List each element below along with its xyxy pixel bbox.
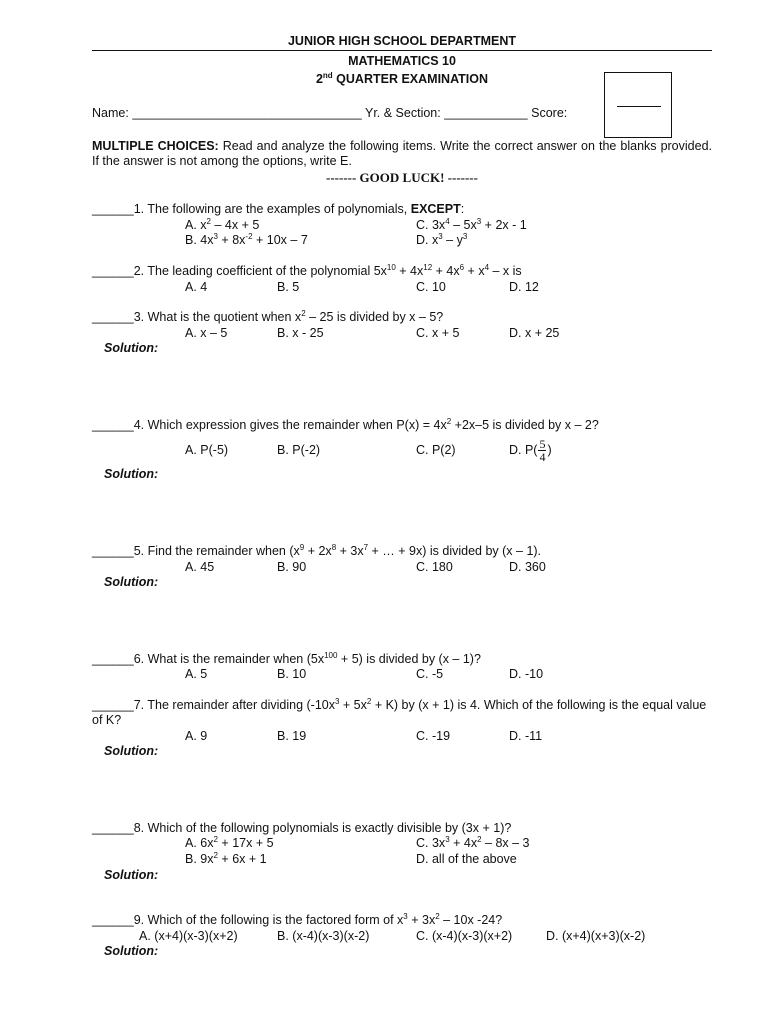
subject-title: MATHEMATICS 10 [348, 54, 456, 68]
answer-blank-8[interactable]: ______ [92, 821, 134, 835]
q1-option-d: D. $x^3 - y^3$ [416, 231, 468, 247]
q2-option-c: C. 10 [416, 280, 446, 294]
q8-option-c: C. $3x^3 + 4x^2 - 8x - 3$ [416, 834, 530, 850]
instructions-heading: MULTIPLE CHOICES: [92, 139, 219, 153]
q4-option-b: B. P(-2) [277, 443, 321, 457]
q8-option-a: A. $6x^2 + 17x + 5$ [185, 834, 274, 850]
question-1: ______1. The following are the examples of polynomials, EXCEPT: [92, 202, 465, 216]
q3-solution-label: Solution: [104, 341, 159, 355]
q2-option-d: D. 12 [509, 280, 539, 294]
q1-option-a: A. $x^2 - 4x + 5$ [185, 216, 260, 232]
q8-solution-label: Solution: [104, 868, 159, 882]
name-label: Name: [92, 106, 129, 120]
name-field[interactable]: _________________________________ [132, 106, 362, 120]
department-title: JUNIOR HIGH SCHOOL DEPARTMENT [287, 34, 517, 48]
question-6: ______6. What is the remainder when $(5x^{100} + 5)$ is divided by (x – 1)? [92, 650, 481, 666]
score-box[interactable] [604, 72, 672, 138]
q5-option-c: C. 180 [416, 560, 453, 574]
answer-blank-9[interactable]: ______ [92, 913, 134, 927]
question-3: ______3. What is the quotient when $x^2 - 25$ is divided by x – 5? [92, 308, 444, 324]
quarter-number: 2 [315, 72, 323, 86]
q1-option-b: B. $4x^3 + 8x^{-2} + 10x - 7$ [185, 231, 308, 247]
q6-option-b: B. 10 [277, 667, 307, 681]
q7-option-d: D. -11 [509, 729, 543, 743]
q9-option-c: C. (x-4)(x-3)(x+2) [416, 929, 513, 943]
quarter-text: QUARTER EXAMINATION [332, 72, 489, 86]
q8-option-b: B. $9x^2 + 6x + 1$ [185, 850, 267, 866]
question-4: ______4. Which expression gives the remainder when $P(x) = 4x^2 +2x-5$ is divided by x – 2? [92, 416, 599, 432]
student-info-line [92, 106, 567, 120]
q9-option-d: D. (x+4)(x+3)(x-2) [546, 929, 646, 943]
answer-blank-7[interactable]: ______ [92, 698, 134, 712]
q5-option-b: B. 90 [277, 560, 307, 574]
question-7: ______7. The remainder after dividing $(-10x^3 + 5x^2 + K)$ by (x + 1) is 4. Which of the following is the equal value of K? [92, 696, 707, 727]
answer-blank-3[interactable]: ______ [92, 310, 134, 324]
good-luck-banner: ------- GOOD LUCK! ------- [326, 170, 478, 185]
answer-blank-6[interactable]: ______ [92, 652, 134, 666]
q4-option-d: D. P( $\frac{5}{4}$ ) [509, 436, 552, 464]
q4-option-a: A. P(-5) [185, 443, 229, 457]
q5-option-d: D. 360 [509, 560, 546, 574]
q3-option-d: D. x + 25 [509, 326, 560, 340]
q3-option-a: A. x – 5 [185, 326, 228, 340]
question-8: ______8. Which of the following polynomials is exactly divisible by (3x + 1)? [92, 821, 512, 835]
section-label: Yr. & Section: [364, 106, 441, 120]
q9-solution-label: Solution: [104, 944, 159, 958]
answer-blank-5[interactable]: ______ [92, 544, 134, 558]
q9-option-b: B. (x-4)(x-3)(x-2) [277, 929, 370, 943]
q2-option-a: A. 4 [185, 280, 208, 294]
instructions-text: Read and analyze the following items. Write the correct answer on the blanks provided. If the answer is not among the options, write E. [92, 139, 712, 168]
q6-option-c: C. -5 [416, 667, 444, 681]
q9-option-a: A. (x+4)(x-3)(x+2) [139, 929, 238, 943]
answer-blank-1[interactable]: ______ [92, 202, 134, 216]
section-field[interactable]: ____________ [444, 106, 528, 120]
q7-solution-label: Solution: [104, 744, 159, 758]
score-label: Score: [531, 106, 568, 120]
answer-blank-4[interactable]: ______ [92, 418, 134, 432]
q4-solution-label: Solution: [104, 467, 159, 481]
score-line [617, 106, 661, 107]
fraction: $\frac{5}{4}$ [539, 436, 546, 464]
question-2: ______2. The leading coefficient of the polynomial $5x^{10} + 4x^{12} + 4x^6 + x^4 - x$ is [92, 262, 522, 278]
question-9: ______9. Which of the following is the factored form of $x^3 + 3x^2 - 10x$ -24? [92, 911, 503, 927]
q6-option-d: D. -10 [509, 667, 544, 681]
answer-blank-2[interactable]: ______ [92, 264, 134, 278]
quarter-suffix: nd [322, 70, 333, 80]
q5-option-a: A. 45 [185, 560, 215, 574]
q4-option-c: C. P(2) [416, 443, 456, 457]
q1-option-c: C. $3x^4 - 5x^3 + 2x - 1$ [416, 216, 527, 232]
q7-option-b: B. 19 [277, 729, 307, 743]
q8-option-d: D. all of the above [416, 852, 517, 866]
q3-option-c: C. x + 5 [416, 326, 460, 340]
header-rule [92, 50, 712, 51]
q3-option-b: B. x - 25 [277, 326, 324, 340]
q6-option-a: A. 5 [185, 667, 208, 681]
instructions [92, 139, 712, 169]
q7-option-a: A. 9 [185, 729, 208, 743]
q7-option-c: C. -19 [416, 729, 451, 743]
q2-option-b: B. 5 [277, 280, 300, 294]
question-5: ______5. Find the remainder when ($x^9 + 2x^8 + 3x^7$ + … + 9x) is divided by (x – 1). [92, 542, 542, 558]
q5-solution-label: Solution: [104, 575, 159, 589]
